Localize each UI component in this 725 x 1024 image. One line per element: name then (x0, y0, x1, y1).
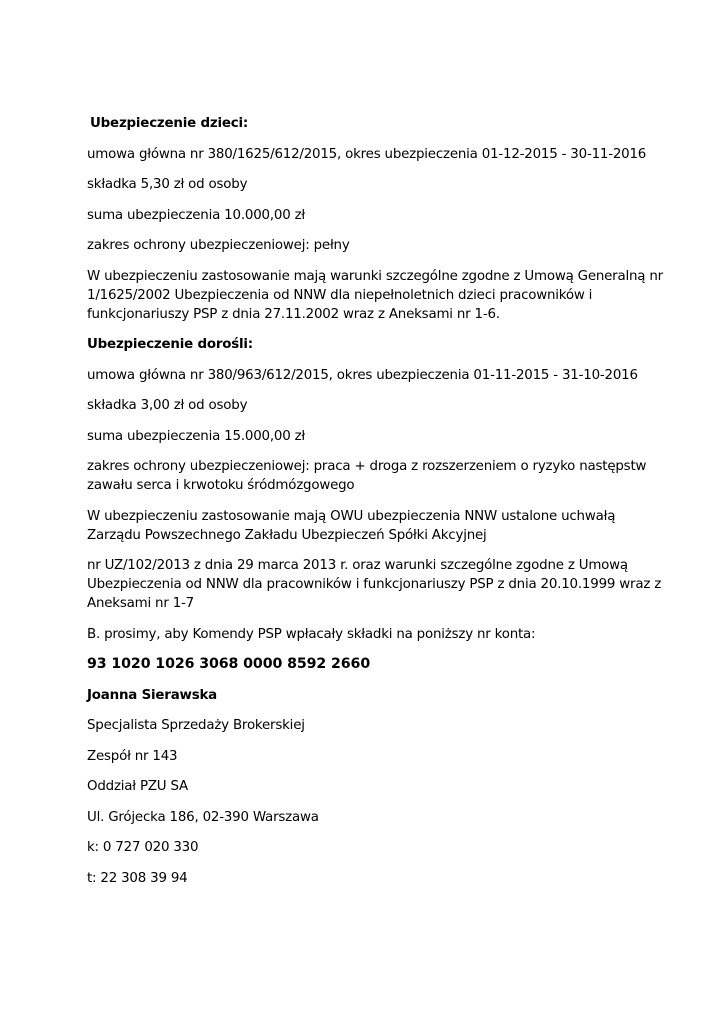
document-page (87, 114, 667, 899)
children-contract-line: umowa główna nr 380/1625/612/2015, okres ubezpieczenia 01-12-2015 - 30-11-2016 (87, 146, 647, 162)
adults-owu-terms-paragraph: W ubezpieczeniu zastosowanie mają OWU ubezpieczenia NNW ustalone uchwałą Zarządu Powszechnego Zakładu Ubezpieczeń Spółki Akcyjnej (87, 508, 616, 543)
bank-account-number: 93 1020 1026 3068 0000 8592 2660 (87, 656, 371, 672)
signatory-team: Zespół nr 143 (87, 748, 178, 764)
payment-request-line: B. prosimy, aby Komendy PSP wpłacały składki na poniższy nr konta: (87, 626, 536, 642)
children-coverage-line: zakres ochrony ubezpieczeniowej: pełny (87, 238, 350, 253)
children-premium-line: składka 5,30 zł od osoby (87, 177, 248, 192)
adults-contract-line: umowa główna nr 380/963/612/2015, okres ubezpieczenia 01-11-2015 - 31-10-2016 (87, 367, 638, 383)
children-sum-insured-line: suma ubezpieczenia 10.000,00 zł (87, 207, 306, 223)
adults-coverage-paragraph: zakres ochrony ubezpieczeniowej: praca + droga z rozszerzeniem o ryzyko następstw zawału serca i krwotoku śródmózgowego (87, 459, 647, 493)
children-terms-paragraph: W ubezpieczeniu zastosowanie mają warunki szczególne zgodne z Umową Generalną nr 1/1625/2002 Ubezpieczenia od NNW dla niepełnoletnich dzieci pracowników i funkcjonariuszy PSP z dnia 27.11.2002 wraz z Aneksami nr 1-6. (87, 268, 663, 322)
signatory-branch: Oddział PZU SA (87, 779, 188, 794)
adults-resolution-terms-paragraph: nr UZ/102/2013 z dnia 29 marca 2013 r. oraz warunki szczególne zgodne z Umową Ubezpieczenia od NNW dla pracowników i funkcjonariuszy PSP z dnia 20.10.1999 wraz z Aneksami nr 1-7 (87, 558, 662, 611)
signatory-mobile-phone: k: 0 727 020 330 (87, 840, 199, 855)
adults-sum-insured-line: suma ubezpieczenia 15.000,00 zł (87, 428, 306, 444)
signatory-name: Joanna Sierawska (87, 687, 218, 703)
adults-premium-line: składka 3,00 zł od osoby (87, 398, 248, 413)
signatory-address: Ul. Grójecka 186, 02-390 Warszawa (87, 809, 319, 825)
signatory-title: Specjalista Sprzedaży Brokerskiej (87, 718, 305, 733)
children-insurance-heading: Ubezpieczenie dzieci: (90, 116, 249, 131)
signatory-phone: t: 22 308 39 94 (87, 870, 188, 886)
adults-insurance-heading: Ubezpieczenie dorośli: (87, 337, 253, 352)
